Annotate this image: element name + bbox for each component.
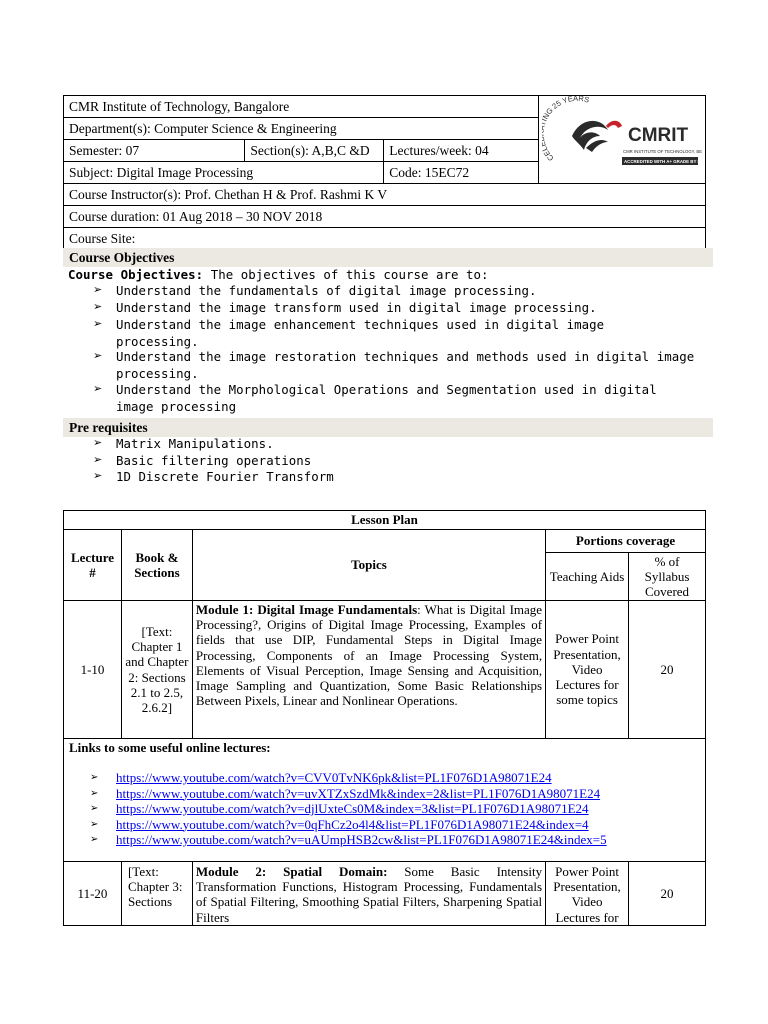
semester: Semester: 07	[64, 140, 245, 162]
syllabus-percent: 20	[629, 862, 706, 926]
lecture-link-4[interactable]: https://www.youtube.com/watch?v=0qFhCz2o4l4&list=PL1F076D1A98071E24&index=4	[116, 816, 589, 832]
objectives-lead-bold: Course Objectives:	[68, 267, 204, 282]
objectives-lead	[68, 267, 489, 282]
table-row	[64, 601, 706, 739]
lecture-link-5[interactable]: https://www.youtube.com/watch?v=uAUmpHSB2cw&list=PL1F076D1A98071E24&index=5	[116, 832, 607, 847]
course-code: Code: 15EC72	[384, 162, 539, 184]
course-objectives-heading: Course Objectives	[63, 248, 713, 267]
topics-text: : What is Digital Image Processing?, Origins of Digital Image Processing, Examples of fields that use DIP, Fundamental Steps in Digital Image Processing, Components of an Image Processing System, Elements of Visual Perception, Image Sensing and Acquisition, Image Sampling and Quantization, Some Basic Relationships Between Pixels, Linear and Nonlinear Operations.	[195, 602, 543, 709]
logo-badge: ACCREDITED WITH A+ GRADE BY NAAC	[624, 159, 702, 164]
lecture-link-3[interactable]: https://www.youtube.com/watch?v=djlUxteCs0M&index=3&list=PL1F076D1A98071E24	[116, 801, 589, 816]
links-heading: Links to some useful online lectures:	[69, 740, 271, 755]
lecture-link-2[interactable]: https://www.youtube.com/watch?v=uvXTZxSzdMk&index=2&list=PL1F076D1A98071E24	[116, 785, 601, 801]
lecture-link-1[interactable]: https://www.youtube.com/watch?v=CVV0TvNK6pk&list=PL1F076D1A98071E24	[116, 770, 552, 785]
objectives-lead-rest: The objectives of this course are to:	[203, 267, 489, 282]
arrow-bullet-icon: ➢	[90, 818, 99, 830]
topics-text: Some Basic Intensity Transformation Functions, Histogram Processing, Fundamentals of Spatial Filtering, Smoothing Spatial Filters, Sharpening Spatial Filters	[195, 864, 543, 925]
arrow-bullet-icon: ➢	[93, 382, 103, 395]
col-topics-header: Topics	[192, 530, 545, 601]
list-item	[64, 770, 705, 786]
arrow-bullet-icon: ➢	[93, 283, 103, 296]
arrow-bullet-icon: ➢	[90, 787, 99, 799]
teaching-aids: Power Point Presentation, Video Lectures for	[546, 862, 629, 926]
logo-arc-text: CE G 25 YEARS	[542, 96, 591, 163]
portions-coverage-header: Portions coverage	[546, 530, 706, 553]
col-pct-header: % of Syllabus Covered	[629, 553, 706, 601]
arrow-bullet-icon: ➢	[93, 469, 103, 482]
col-aids-header: Teaching Aids	[546, 553, 629, 601]
cmrit-logo-icon	[542, 96, 702, 178]
topics-cell	[192, 601, 545, 739]
list-item	[64, 786, 705, 802]
table-row	[64, 862, 706, 926]
lectures-per-week: Lectures/week: 04	[384, 140, 539, 162]
module-title: Module 1: Digital Image Fundamentals	[195, 602, 418, 617]
arrow-bullet-icon: ➢	[93, 453, 103, 466]
arrow-bullet-icon: ➢	[93, 349, 103, 362]
institute-name: CMR Institute of Technology, Bangalore	[64, 96, 539, 118]
lecture-range: 1-10	[64, 601, 122, 739]
lesson-plan-title: Lesson Plan	[64, 511, 706, 530]
syllabus-percent: 20	[629, 601, 706, 739]
college-logo	[539, 96, 706, 184]
logo-brand: CMRIT	[628, 125, 689, 146]
arrow-bullet-icon: ➢	[90, 803, 99, 814]
course-instructor: Course Instructor(s): Prof. Chethan H & Prof. Rashmi K V	[64, 184, 706, 206]
arrow-bullet-icon: ➢	[93, 300, 103, 313]
teaching-aids: Power Point Presentation, Video Lectures for some topics	[546, 601, 629, 739]
course-site: Course Site:	[64, 228, 706, 250]
col-book-header: Book & Sections	[121, 530, 192, 601]
module-title: Module 2: Spatial Domain:	[195, 864, 388, 879]
book-sections: [Text: Chapter 3: Sections	[121, 862, 192, 926]
links-cell	[64, 739, 706, 862]
lesson-plan-table	[63, 510, 706, 926]
arrow-bullet-icon: ➢	[93, 436, 103, 449]
book-sections: [Text: Chapter 1 and Chapter 2: Sections 2.1 to 2.5, 2.6.2]	[121, 601, 192, 739]
list-item	[64, 832, 705, 848]
course-header-table	[63, 95, 706, 250]
prerequisites-heading: Pre requisites	[63, 418, 713, 437]
course-duration: Course duration: 01 Aug 2018 – 30 NOV 2018	[64, 206, 706, 228]
arrow-bullet-icon: ➢	[93, 317, 103, 330]
list-item	[64, 817, 705, 833]
topics-cell	[192, 862, 545, 926]
arrow-bullet-icon: ➢	[90, 834, 99, 845]
lecture-range: 11-20	[64, 862, 122, 926]
list-item	[64, 801, 705, 817]
department: Department(s): Computer Science & Engineering	[64, 118, 539, 140]
sections: Section(s): A,B,C &D	[245, 140, 384, 162]
logo-subtitle: CMR INSTITUTE OF TECHNOLOGY, BE	[623, 149, 702, 154]
subject: Subject: Digital Image Processing	[64, 162, 384, 184]
arrow-bullet-icon: ➢	[90, 772, 99, 783]
col-lecture-header: Lecture #	[64, 530, 122, 601]
